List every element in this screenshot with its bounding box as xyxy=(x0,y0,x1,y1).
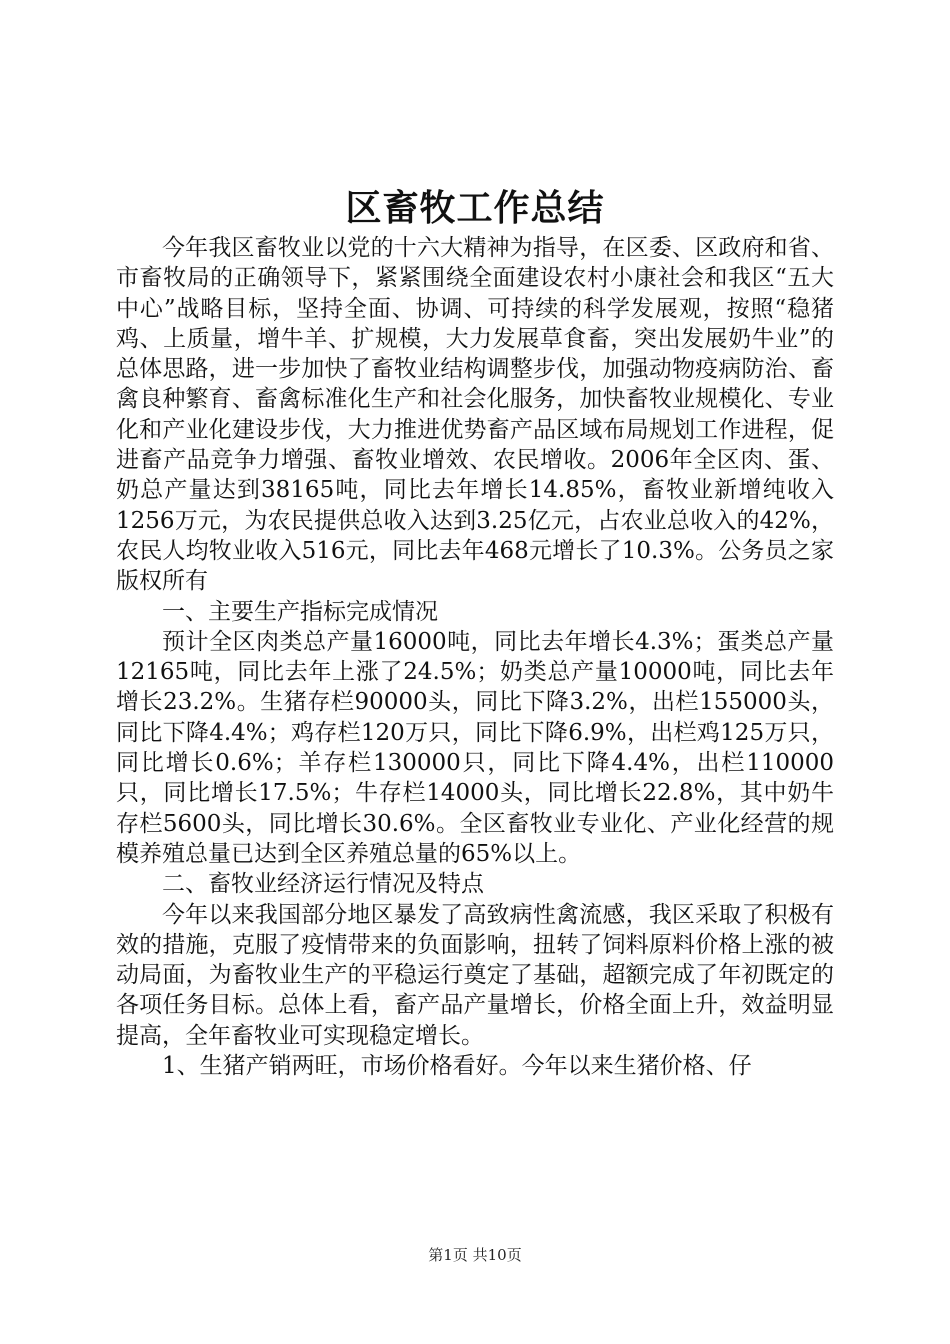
section-heading-2: 二、畜牧业经济运行情况及特点 xyxy=(162,871,484,898)
paragraph-operation: 今年以来我国部分地区暴发了高致病性禽流感，我区采取了积极有效的措施，克服了疫情带来的负面影响，扭转了饲料原料价格上涨的被动局面，为畜牧业生产的平稳运行奠定了基础，超额完成了年初既定的各项任务目标。总体上看，畜产品产量增长，价格全面上升，效益明显提高，全年畜牧业可实现稳定增长。 xyxy=(116,901,834,1049)
paragraph-intro: 今年我区畜牧业以党的十六大精神为指导，在区委、区政府和省、市畜牧局的正确领导下，紧紧围绕全面建设农村小康社会和我区“五大中心”战略目标，坚持全面、协调、可持续的科学发展观，按照“稳猪鸡、上质量，增牛羊、扩规模，大力发展草食畜，突出发展奶牛业”的总体思路，进一步加快了畜牧业结构调整步伐，加强动物疫病防治、畜禽良种繁育、畜禽标准化生产和社会化服务，加快畜牧业规模化、专业化和产业化建设步伐，大力推进优势畜产品区域布局规划工作进程，促进畜产品竞争力增强、畜牧业增效、农民增收。2006年全区肉、蛋、奶总产量达到38165吨，同比去年增长14.85%，畜牧业新增纯收入1256万元，为农民提供总收入达到3.25亿元，占农业总收入的42%，农民人均牧业收入516元，同比去年468元增长了10.3%。公务员之家版权所有 xyxy=(116,235,834,595)
page-number-footer: 第1页 共10页 xyxy=(428,1246,522,1264)
document-body xyxy=(116,233,834,1081)
paragraph-pig-market: 1、生猪产销两旺，市场价格看好。今年以来生猪价格、仔 xyxy=(162,1053,752,1080)
section-heading-1: 一、主要生产指标完成情况 xyxy=(162,598,438,625)
paragraph-indicators: 预计全区肉类总产量16000吨，同比去年增长4.3%；蛋类总产量12165吨，同比去年上涨了24.5%；奶类总产量10000吨，同比去年增长23.2%。生猪存栏90000头，同比下降3.2%，出栏155000头，同比下降4.4%；鸡存栏120万只，同比下降6.9%，出栏鸡125万只，同比增长0.6%；羊存栏130000只，同比下降4.4%，出栏110000只，同比增长17.5%；牛存栏14000头，同比增长22.8%，其中奶牛存栏5600头，同比增长30.6%。全区畜牧业专业化、产业化经营的规模养殖总量已达到全区养殖总量的65%以上。 xyxy=(116,628,834,867)
document-title: 区畜牧工作总结 xyxy=(345,187,605,229)
